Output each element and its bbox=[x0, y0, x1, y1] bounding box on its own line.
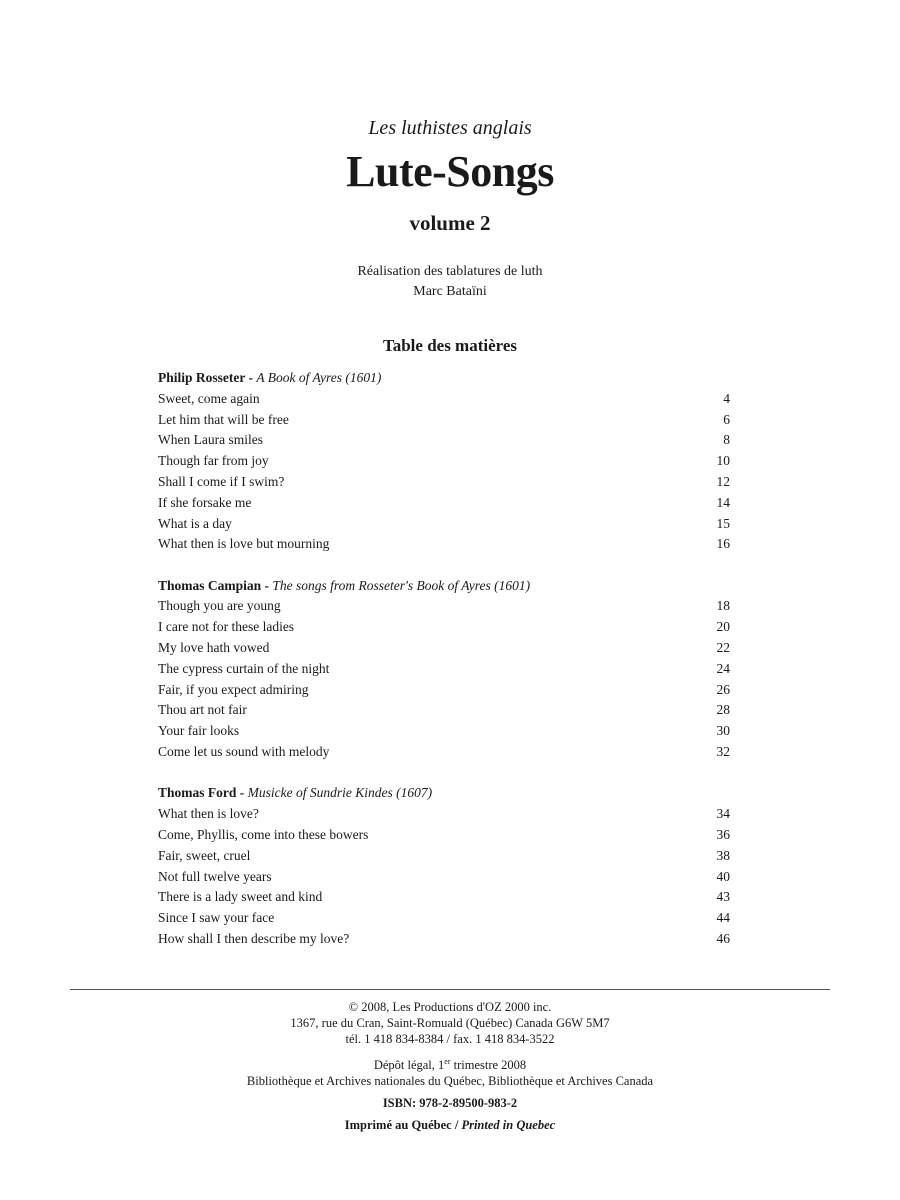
collection-title: The songs from Rosseter's Book of Ayres (1601) bbox=[272, 577, 531, 593]
toc-section bbox=[158, 368, 730, 555]
toc-entry bbox=[158, 825, 730, 846]
toc-entry bbox=[158, 430, 730, 451]
page-number: 40 bbox=[716, 868, 730, 884]
phone-line: tél. 1 418 834-8384 / fax. 1 418 834-3522 bbox=[345, 1032, 555, 1046]
song-title: My love hath vowed bbox=[158, 640, 270, 656]
toc-entry bbox=[158, 846, 730, 867]
collection-title: Musicke of Sundrie Kindes (1607) bbox=[247, 785, 433, 801]
song-title: Fair, if you expect admiring bbox=[158, 681, 309, 697]
composer-name: Philip Rosseter bbox=[158, 370, 246, 385]
collection-title: A Book of Ayres (1601) bbox=[256, 370, 382, 385]
toc-entry bbox=[158, 596, 730, 617]
song-title: There is a lady sweet and kind bbox=[158, 889, 323, 905]
toc-entry bbox=[158, 493, 730, 514]
separator: - bbox=[245, 370, 257, 385]
song-title: Your fair looks bbox=[158, 723, 240, 739]
page-number: 38 bbox=[716, 847, 730, 863]
page-number: 15 bbox=[716, 515, 730, 531]
page-number: 12 bbox=[716, 473, 730, 489]
page-number: 20 bbox=[716, 619, 730, 635]
toc-entry bbox=[158, 638, 730, 659]
song-title: Let him that will be free bbox=[158, 411, 289, 427]
song-title: How shall I then describe my love? bbox=[158, 930, 350, 946]
song-title: Thou art not fair bbox=[158, 702, 247, 718]
toc-section bbox=[158, 576, 730, 763]
credits bbox=[0, 262, 900, 302]
song-title: Sweet, come again bbox=[158, 390, 260, 406]
page-number: 4 bbox=[723, 390, 730, 406]
toc-entry bbox=[158, 514, 730, 535]
song-title: I care not for these ladies bbox=[158, 619, 295, 635]
song-title: Come, Phyllis, come into these bowers bbox=[158, 826, 369, 842]
toc-entry bbox=[158, 389, 730, 410]
toc-section bbox=[158, 783, 730, 949]
volume-label: volume 2 bbox=[409, 211, 491, 235]
composer-name: Thomas Campian bbox=[158, 577, 262, 593]
song-title: Since I saw your face bbox=[158, 910, 275, 926]
song-title: When Laura smiles bbox=[158, 432, 263, 448]
song-title: The cypress curtain of the night bbox=[158, 660, 330, 676]
page-number: 6 bbox=[723, 411, 730, 427]
toc-entry bbox=[158, 908, 730, 929]
toc-heading: Table des matières bbox=[382, 336, 518, 355]
footer-divider bbox=[70, 989, 830, 990]
copyright-line: © 2008, Les Productions d'OZ 2000 inc. bbox=[348, 1000, 552, 1014]
address-line: 1367, rue du Cran, Saint-Romuald (Québec) Canada G6W 5M7 bbox=[290, 1016, 610, 1030]
page-number: 14 bbox=[716, 494, 730, 510]
section-heading bbox=[158, 576, 730, 597]
song-title: Not full twelve years bbox=[158, 868, 272, 884]
page-number: 32 bbox=[716, 744, 730, 760]
page-number: 43 bbox=[716, 889, 730, 905]
page-number: 26 bbox=[716, 681, 730, 697]
page-number: 24 bbox=[716, 660, 730, 676]
page-number: 34 bbox=[716, 806, 730, 822]
section-heading bbox=[158, 783, 730, 804]
toc-entry bbox=[158, 472, 730, 493]
credit-role: Réalisation des tablatures de luth bbox=[357, 264, 543, 279]
page-number: 22 bbox=[716, 640, 730, 656]
isbn-line: ISBN: 978-2-89500-983-2 bbox=[382, 1096, 518, 1110]
song-title: Come let us sound with melody bbox=[158, 744, 330, 760]
page-number: 8 bbox=[723, 432, 730, 448]
printed-line: Imprimé au Québec / Printed in Quebec bbox=[344, 1118, 556, 1132]
song-title: What then is love? bbox=[158, 806, 259, 822]
song-title: What then is love but mourning bbox=[158, 536, 330, 552]
toc-entry bbox=[158, 721, 730, 742]
toc-entry bbox=[158, 867, 730, 888]
toc-entry bbox=[158, 680, 730, 701]
toc-entry bbox=[158, 410, 730, 431]
composer-name: Thomas Ford bbox=[158, 785, 237, 801]
song-title: If she forsake me bbox=[158, 494, 252, 510]
table-of-contents bbox=[158, 368, 730, 970]
page-number: 10 bbox=[716, 453, 730, 469]
page-number: 28 bbox=[716, 702, 730, 718]
song-title: Though far from joy bbox=[158, 453, 269, 469]
page-number: 16 bbox=[716, 536, 730, 552]
page-subtitle: Les luthistes anglais bbox=[368, 117, 532, 139]
legal-deposit-line: Dépôt légal, 1er trimestre 2008 bbox=[373, 1056, 527, 1072]
toc-entry bbox=[158, 804, 730, 825]
song-title: Shall I come if I swim? bbox=[158, 473, 285, 489]
toc-entry bbox=[158, 451, 730, 472]
page-number: 30 bbox=[716, 723, 730, 739]
song-title: Fair, sweet, cruel bbox=[158, 847, 251, 863]
page-number: 36 bbox=[716, 826, 730, 842]
toc-entry bbox=[158, 617, 730, 638]
page-title: Lute-Songs bbox=[346, 147, 554, 196]
song-title: What is a day bbox=[158, 515, 232, 531]
toc-entry bbox=[158, 742, 730, 763]
toc-entry bbox=[158, 534, 730, 555]
section-heading bbox=[158, 368, 730, 389]
page-number: 44 bbox=[716, 910, 730, 926]
credit-name: Marc Bataïni bbox=[413, 284, 487, 299]
toc-entry bbox=[158, 700, 730, 721]
separator: - bbox=[261, 577, 273, 593]
page-number: 18 bbox=[716, 598, 730, 614]
colophon bbox=[0, 999, 900, 1133]
toc-entry bbox=[158, 929, 730, 950]
toc-entry bbox=[158, 887, 730, 908]
song-title: Though you are young bbox=[158, 598, 281, 614]
libraries-line: Bibliothèque et Archives nationales du Québec, Bibliothèque et Archives Canada bbox=[246, 1074, 654, 1088]
separator: - bbox=[236, 785, 248, 801]
toc-entry bbox=[158, 659, 730, 680]
page-number: 46 bbox=[716, 930, 730, 946]
